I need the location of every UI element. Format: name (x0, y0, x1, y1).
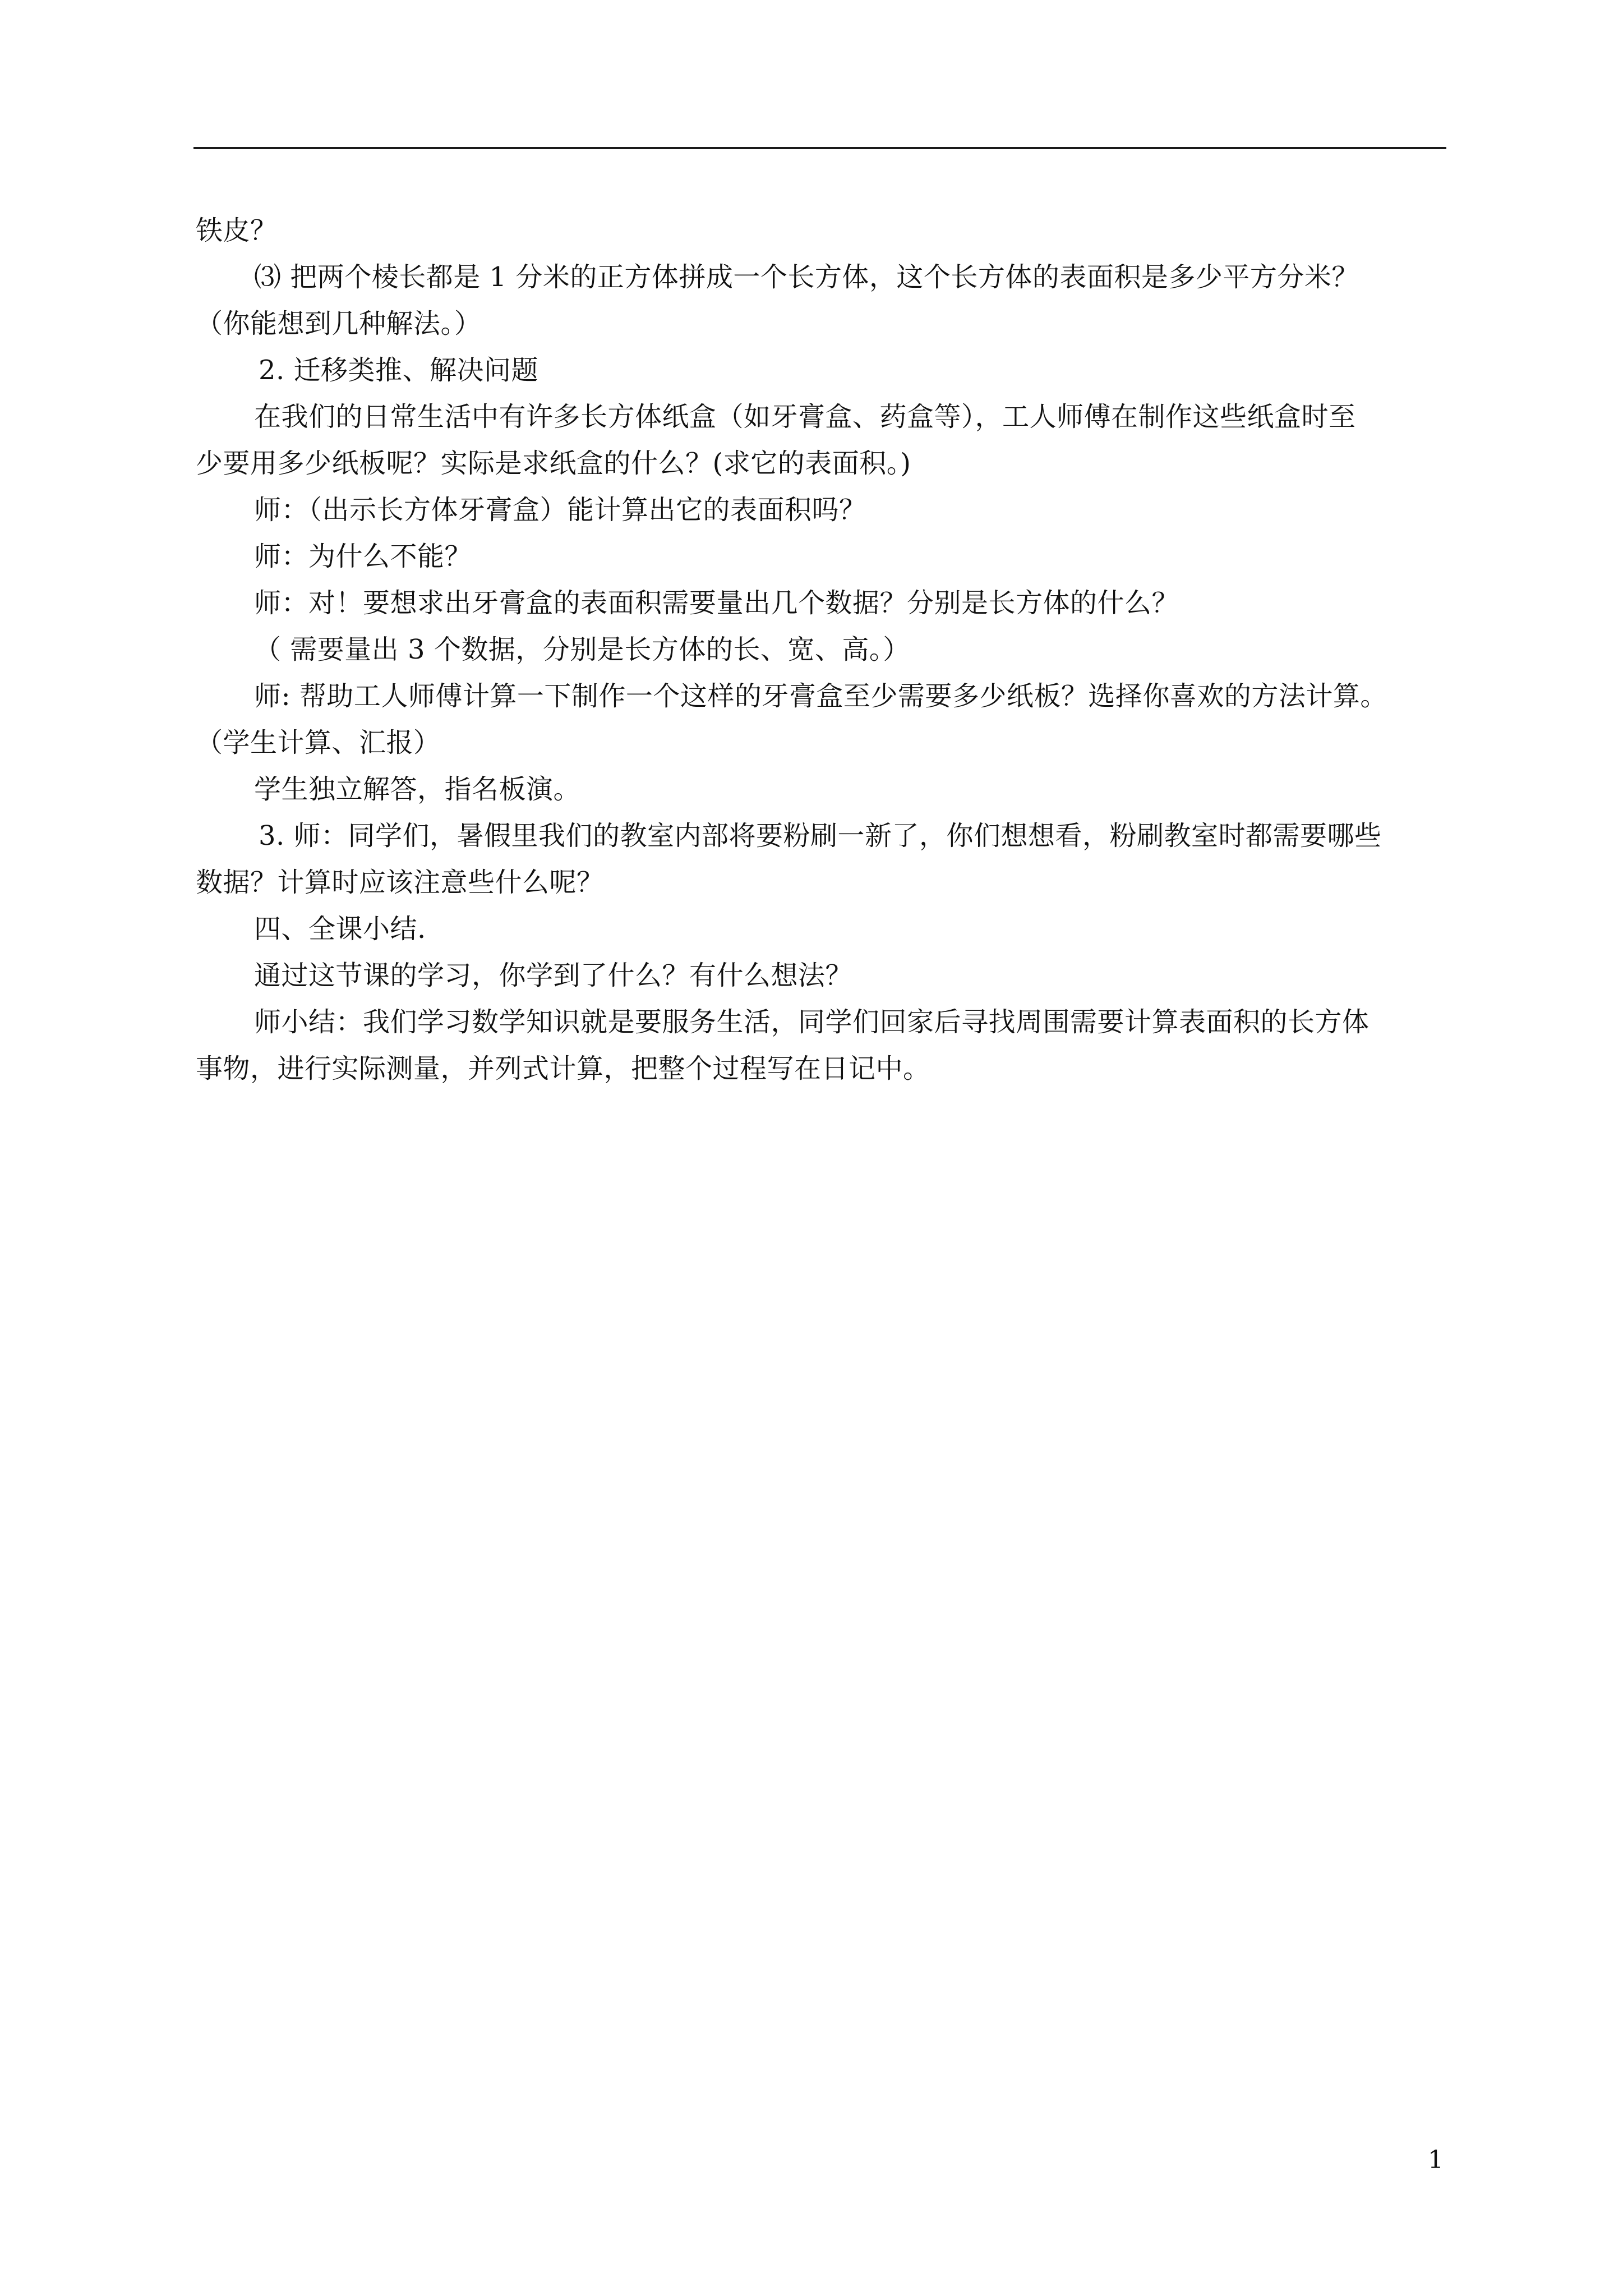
text-line: 少要用多少纸板呢？实际是求纸盒的什么？(求它的表面积。) (196, 448, 911, 479)
text-line: ⑶ 把两个棱长都是 1 分米的正方体拼成一个长方体，这个长方体的表面积是多少平方分米？ (254, 261, 1359, 293)
text-line: 师：（出示长方体牙膏盒）能计算出它的表面积吗？ (254, 494, 866, 526)
text-line: 师: 帮助工人师傅计算一下制作一个这样的牙膏盒至少需要多少纸板？选择你喜欢的方法计算。 (254, 680, 1387, 712)
text-line: （学生计算、汇报） (196, 727, 441, 758)
text-line: 数据？计算时应该注意些什么呢？ (196, 867, 604, 898)
section-heading: 四、全课小结. (254, 913, 426, 945)
text-line: 铁皮？ (196, 215, 278, 246)
text-line: （ 需要量出 3 个数据，分别是长方体的长、宽、高。） (254, 634, 910, 665)
section-heading: 2. 迁移类推、解决问题 (259, 355, 539, 386)
text-line: 师：为什么不能？ (254, 541, 472, 572)
text-line: （你能想到几种解法。） (196, 308, 482, 339)
text-line: 事物，进行实际测量，并列式计算，把整个过程写在日记中。 (196, 1053, 930, 1084)
text-line: 学生独立解答，指名板演。 (254, 774, 581, 805)
header-rule (193, 147, 1446, 149)
text-line: 3. 师：同学们，暑假里我们的教室内部将要粉刷一新了，你们想想看，粉刷教室时都需要哪些 (259, 820, 1382, 852)
text-line: 通过这节课的学习，你学到了什么？有什么想法？ (254, 960, 853, 991)
document-body (196, 208, 1447, 1092)
text-line: 师：对！要想求出牙膏盒的表面积需要量出几个数据？分别是长方体的什么？ (254, 587, 1179, 619)
text-line: 师小结：我们学习数学知识就是要服务生活，同学们回家后寻找周围需要计算表面积的长方体 (254, 1006, 1370, 1038)
text-line: 在我们的日常生活中有许多长方体纸盒（如牙膏盒、药盒等），工人师傅在制作这些纸盒时至 (254, 401, 1356, 432)
page-number: 1 (1428, 2146, 1444, 2174)
